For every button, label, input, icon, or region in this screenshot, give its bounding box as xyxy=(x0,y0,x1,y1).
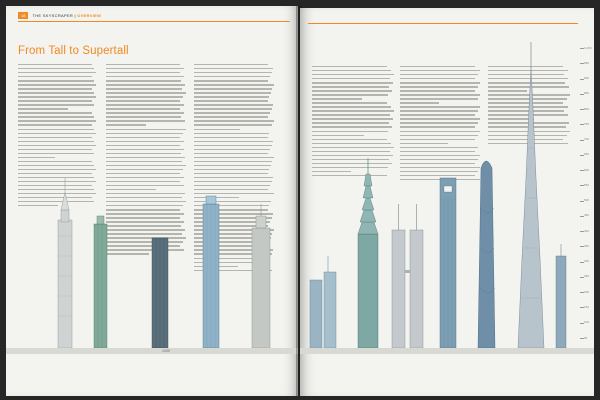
axis-tick-label: 1,000 xyxy=(584,45,592,50)
building-burj-style-spire xyxy=(518,42,544,348)
building-dark-slab xyxy=(152,238,168,348)
building-pagoda-tower xyxy=(358,158,378,348)
axis-tick-label: 400 xyxy=(584,228,590,233)
axis-tick-label: 650 xyxy=(584,152,590,157)
building-glass-tower-left xyxy=(203,196,219,348)
axis-tick-label: 600 xyxy=(584,167,590,172)
axis-tick-label: 750 xyxy=(584,121,590,126)
timeline-right xyxy=(300,348,594,354)
axis-tick-label: 900 xyxy=(584,76,590,81)
axis-tick-label: 100 xyxy=(584,320,590,325)
axis-tick-label: 150 xyxy=(584,304,590,309)
running-title: THE SKYSCRAPER | OVERVIEW xyxy=(32,13,102,18)
skyscraper-illustration-right xyxy=(300,8,594,396)
building-twin-tower-a xyxy=(310,256,336,348)
building-chrysler-style xyxy=(58,178,72,348)
axis-tick-label: 700 xyxy=(584,137,590,142)
height-scale-axis xyxy=(580,45,592,348)
axis-tick-label: 500 xyxy=(584,198,590,203)
left-page xyxy=(6,6,298,396)
timeline-year: 1930 xyxy=(162,349,170,353)
skyscraper-illustration-left xyxy=(6,6,298,396)
axis-tick-label: 350 xyxy=(584,243,590,248)
building-twisted-tower xyxy=(478,161,495,348)
building-twin-spire-towers xyxy=(392,204,423,348)
axis-tick-label: 250 xyxy=(584,274,590,279)
axis-tick-label: 200 xyxy=(584,289,590,294)
axis-tick-label: 300 xyxy=(584,259,590,264)
building-bottle-opener-tower xyxy=(440,178,456,348)
axis-tick-label: 850 xyxy=(584,91,590,96)
article-title: From Tall to Supertall xyxy=(18,45,129,57)
building-greenglass-tower xyxy=(94,216,107,348)
axis-tick-label: 50 xyxy=(584,335,588,340)
axis-tick-label: 950 xyxy=(584,60,590,65)
axis-tick-label: 800 xyxy=(584,106,590,111)
building-stepped-tower-left xyxy=(252,204,270,348)
timeline-left xyxy=(6,348,298,354)
axis-tick-label: 450 xyxy=(584,213,590,218)
building-slender-tower-right xyxy=(556,244,566,348)
page-number-tab: 18 xyxy=(18,12,28,19)
right-page xyxy=(300,8,594,396)
axis-tick-label: 550 xyxy=(584,182,590,187)
